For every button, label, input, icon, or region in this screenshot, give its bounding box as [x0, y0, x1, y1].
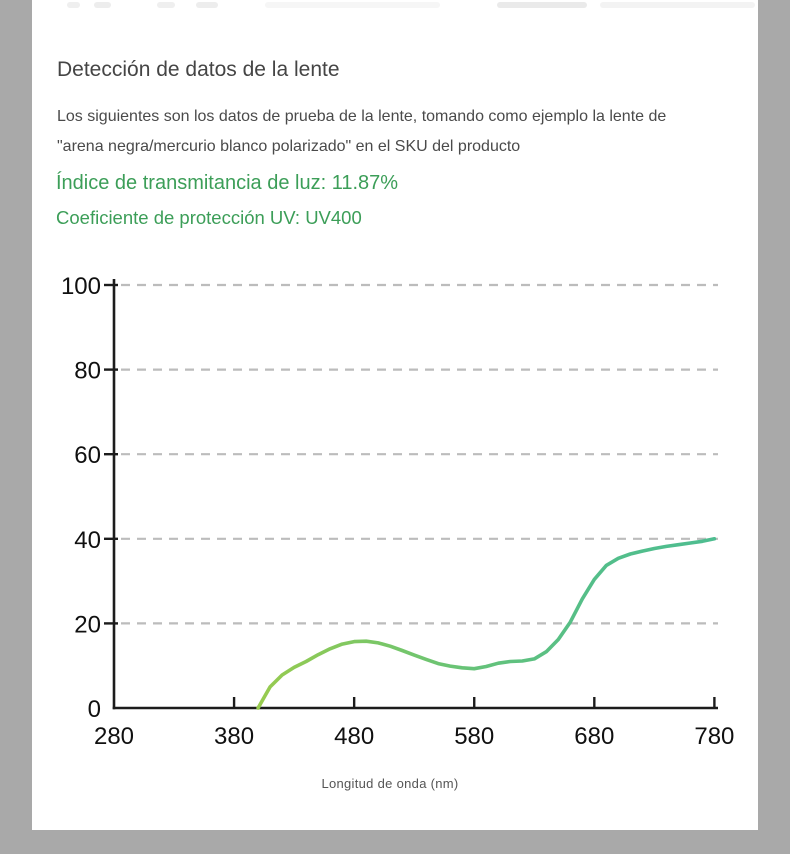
y-tick-label: 20: [74, 611, 101, 639]
y-tick-label: 0: [87, 696, 101, 723]
x-tick-label: 780: [694, 723, 735, 750]
x-tick-label: 680: [574, 723, 615, 750]
y-tick-label: 40: [74, 526, 101, 554]
x-tick-label: 280: [93, 723, 135, 750]
x-tick-label: 380: [214, 723, 255, 750]
light-transmittance-value: Índice de transmitancia de luz: 11.87%: [56, 172, 399, 194]
x-axis-title: Longitud de onda (nm): [321, 776, 459, 791]
y-tick-label: 100: [60, 273, 101, 300]
page-title: Detección de datos de la lente: [57, 58, 340, 81]
transmittance-curve: [258, 539, 714, 708]
y-tick-label: 80: [74, 357, 101, 385]
y-tick-label: 60: [74, 442, 101, 470]
description-line-2: "arena negra/mercurio blanco polarizado" en el SKU del producto: [57, 138, 521, 155]
description-line-1: Los siguientes son los datos de prueba de la lente, tomando como ejemplo la lente de: [57, 108, 667, 125]
x-tick-label: 580: [454, 723, 495, 750]
uv-protection-value: Coeficiente de protección UV: UV400: [56, 207, 362, 228]
x-tick-label: 480: [334, 723, 375, 750]
